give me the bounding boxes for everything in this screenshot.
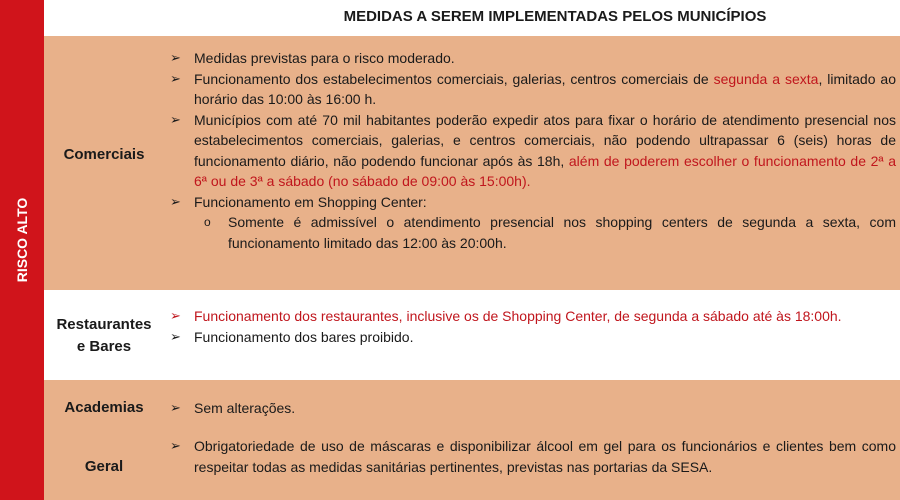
section-content-comerciais [164,48,896,253]
section-content-restaurantes [164,306,896,347]
risk-level-bar [0,0,44,500]
list-item: ➢ Funcionamento dos estabelecimentos comerciais, galerias, centros comerciais de segunda a sexta, limitado ao horário das 10:00 às 16:00 h. [170,70,897,107]
section-comerciais [44,36,900,290]
list-item: ➢ Funcionamento em Shopping Center: [164,192,896,213]
page-title: MEDIDAS A SEREM IMPLEMENTADAS PELOS MUNICÍPIOS [343,8,767,25]
section-content-geral [164,436,896,477]
arrow-bullet-icon: ➢ [170,328,181,344]
section-restaurantes [44,290,900,380]
section-content-academias [164,398,896,419]
arrow-bullet-icon: ➢ [170,308,181,323]
arrow-bullet-icon: ➢ [170,50,181,65]
arrow-bullet-icon: ➢ [170,70,181,86]
sub-list-item: o Somente é admissível o atendimento presencial nos shopping centers de segunda a sexta, com funcionamento limitado das 12:00 às 20:00h. [204,214,896,251]
list-item: ➢ Obrigatoriedade de uso de máscaras e disponibilizar álcool em gel para os funcionários e clientes bem como respeitar todas as medidas sanitárias pertinentes, previstas nas portarias da SESA. [170,438,896,475]
highlight-text: segunda a sexta [713,70,819,87]
section-label-academias: Academias [64,399,144,416]
list-item: ➢ Funcionamento dos bares proibido. [164,327,896,348]
list-item: ➢ Municípios com até 70 mil habitantes poderão expedir atos para fixar o horário de atendimento presencial nos estabelecimentos comerciais, galerias, e centros comerciais, não podendo ultrapassar 6 (seis) horas de funcionamento diário, não podendo funcionar após às 18h, além de poderem escolher o funcionamento de 2ª a 6ª ou de 3ª a sábado (no sábado de 09:00 às 15:00h). [170,111,896,189]
arrow-bullet-icon: ➢ [170,193,181,209]
circle-bullet-icon: o [204,215,211,229]
section-label-comerciais: Comerciais [63,146,145,163]
list-item: ➢ Sem alterações. [164,398,896,419]
table-header [44,0,900,36]
highlight-text: além de poderem escolher o funcionamento de 2ª a 6ª ou de 3ª a sábado (no sábado de 09:00 às 15:00h). [194,152,896,189]
section-academias [44,380,900,430]
list-item: ➢ Funcionamento dos restaurantes, inclusive os de Shopping Center, de segunda a sábado até às 18:00h. [164,306,896,327]
arrow-bullet-icon: ➢ [170,400,181,415]
arrow-bullet-icon: ➢ [170,438,181,453]
section-label-restaurantes: Restaurantes e Bares [56,316,152,355]
section-label-geral: Geral [84,458,124,475]
risk-level-label: RISCO ALTO [14,197,30,283]
list-item: ➢ Medidas previstas para o risco moderado. [164,48,896,69]
section-geral [44,430,900,500]
arrow-bullet-icon: ➢ [170,111,181,127]
